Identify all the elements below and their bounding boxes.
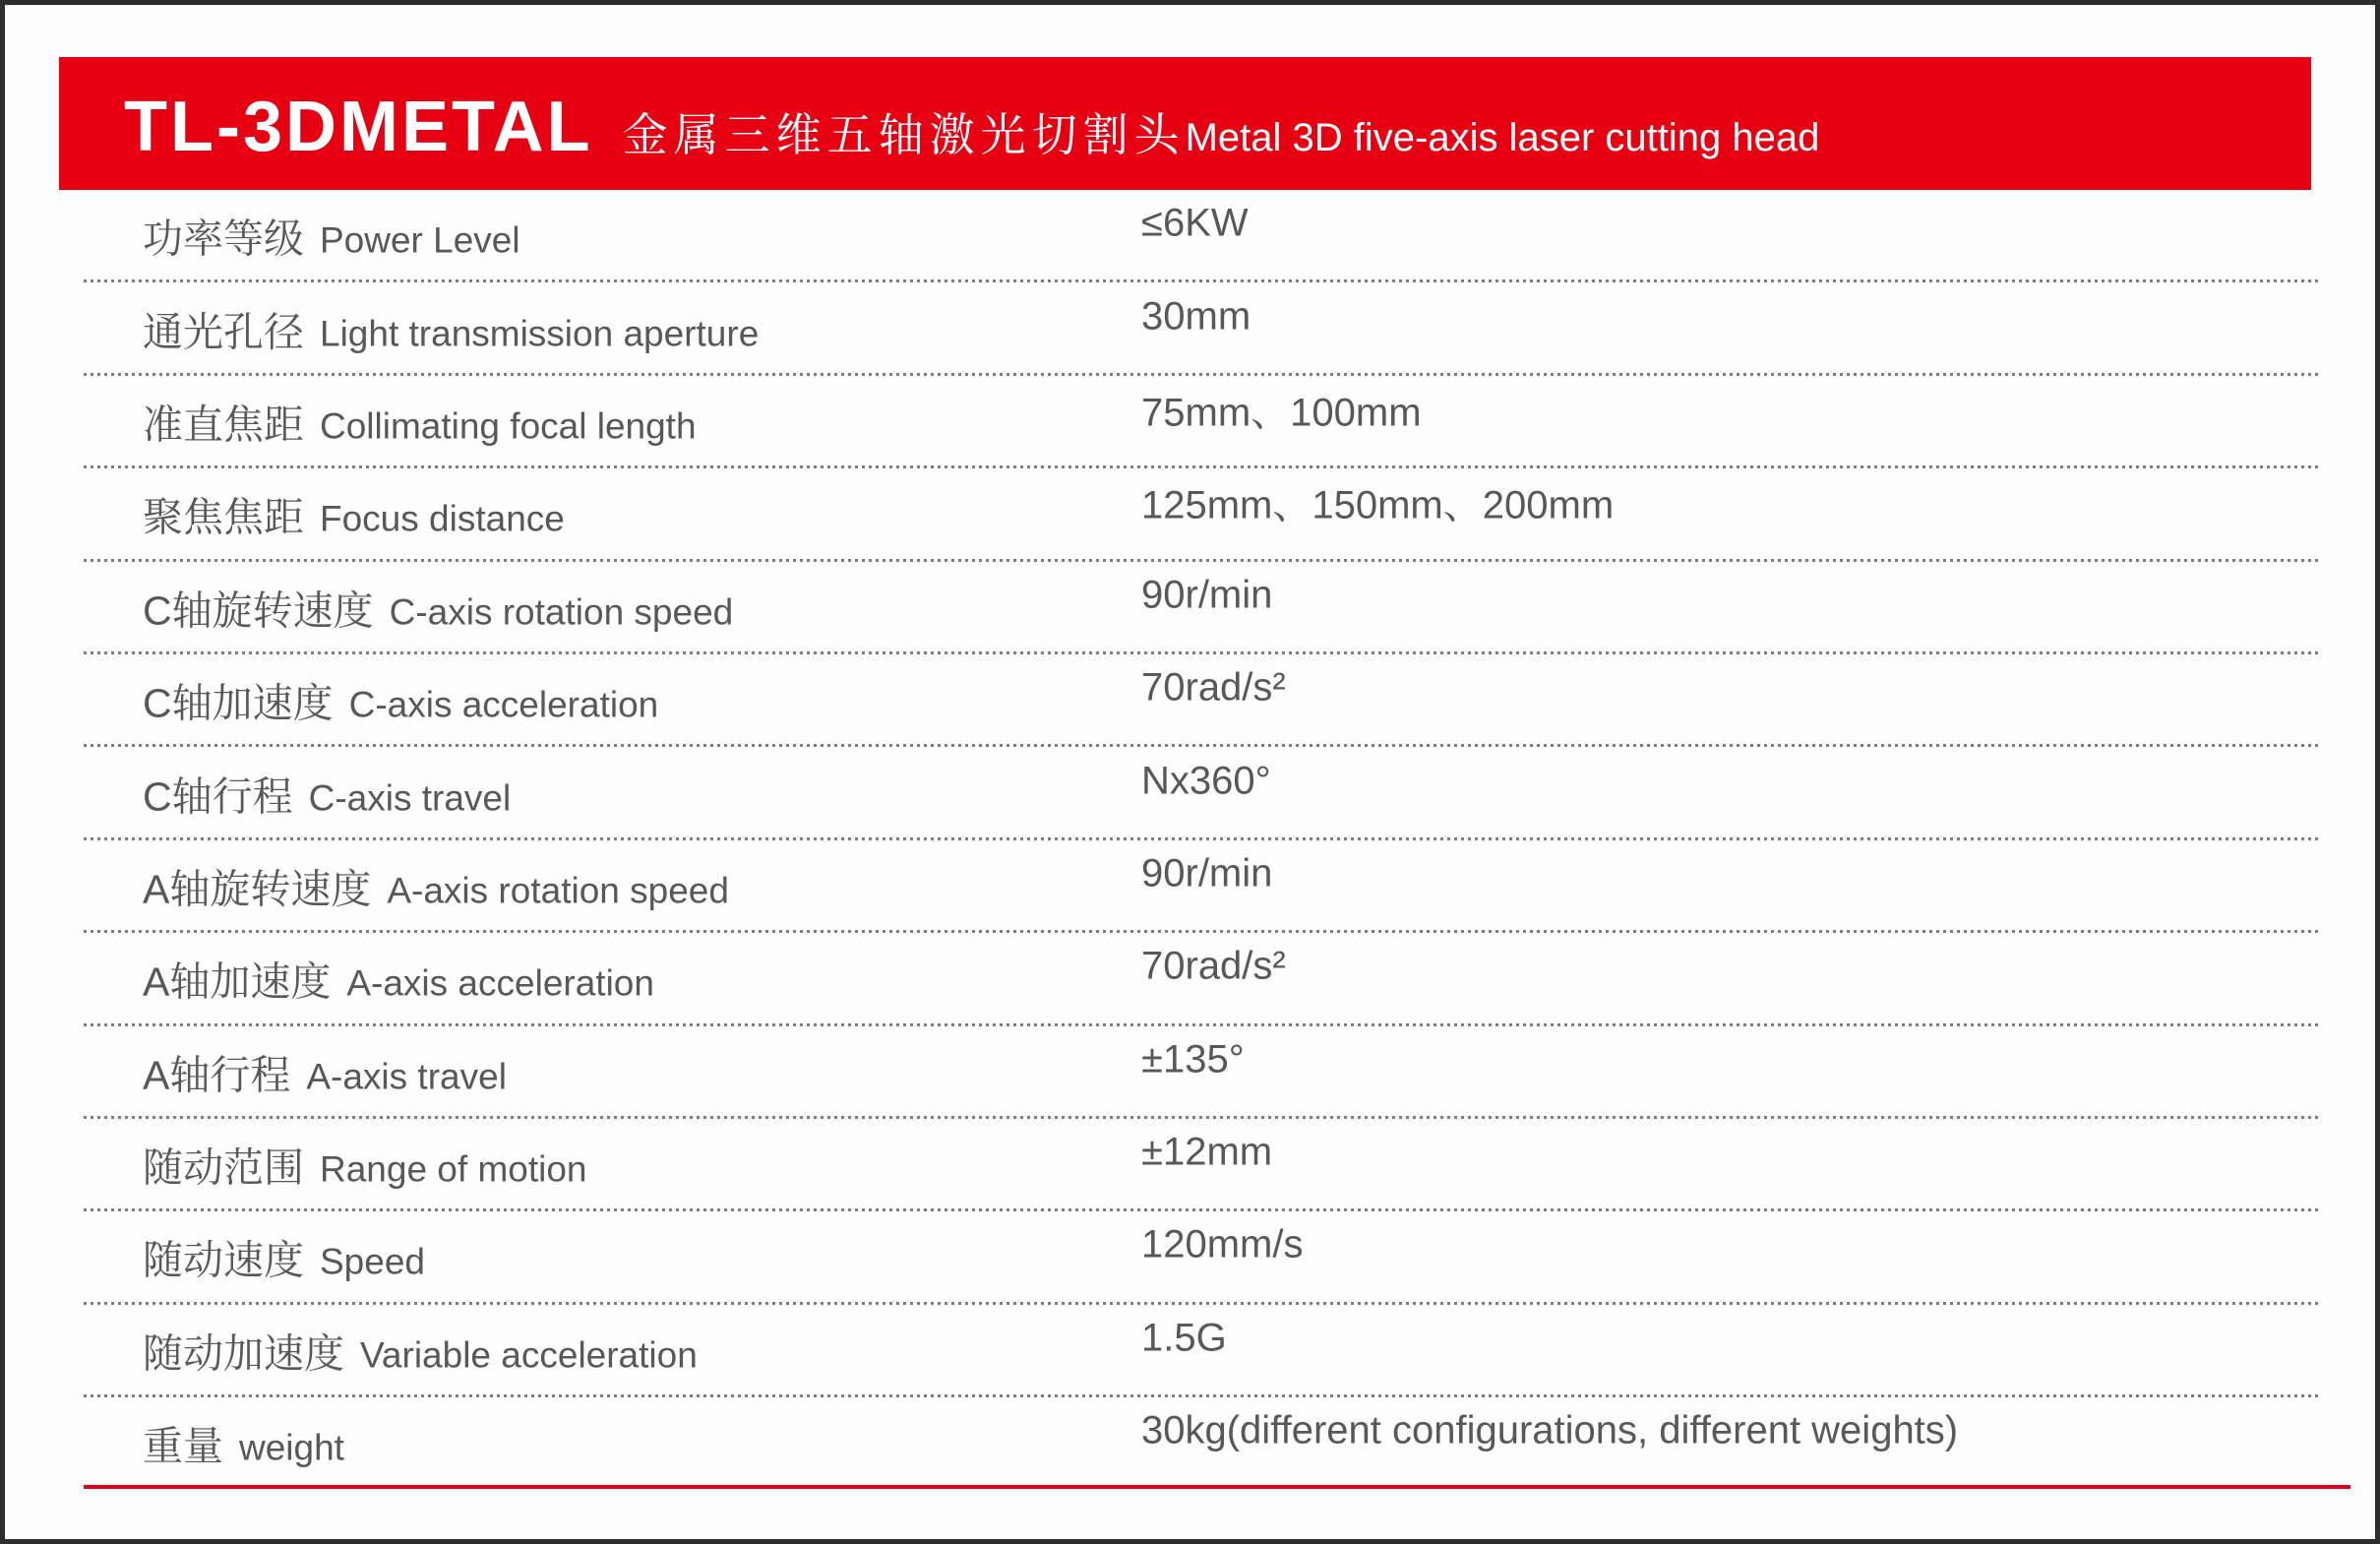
spec-label-en: Power Level — [320, 219, 520, 261]
spec-label-zh: A轴行程 — [143, 1052, 291, 1098]
spec-label — [143, 856, 729, 914]
spec-row — [84, 653, 2319, 746]
spec-row — [84, 932, 2319, 1024]
spec-value: 90r/min — [1141, 573, 1273, 617]
spec-value: 125mm、150mm、200mm — [1141, 483, 1615, 527]
spec-label-zh: 随动加速度 — [143, 1330, 344, 1377]
spec-label-en: Variable acceleration — [360, 1334, 698, 1376]
spec-value: 30mm — [1141, 294, 1251, 339]
spec-label-en: Collimating focal length — [320, 405, 697, 447]
spec-label-en: A-axis travel — [306, 1056, 507, 1097]
spec-label-zh: A轴旋转速度 — [143, 866, 372, 912]
spec-value: 120mm/s — [1141, 1222, 1304, 1266]
spec-row — [84, 1396, 2319, 1489]
bottom-accent-line — [84, 1485, 2350, 1489]
spec-label-en: A-axis rotation speed — [387, 870, 729, 911]
spec-row — [84, 375, 2319, 467]
product-title-zh: 金属三维五轴激光切割头 — [622, 109, 1186, 160]
spec-label — [143, 1321, 698, 1379]
spec-value: ±135° — [1141, 1037, 1245, 1081]
spec-label — [143, 207, 520, 265]
spec-value: Nx360° — [1141, 759, 1271, 803]
spec-row — [84, 1304, 2319, 1396]
spec-label-zh: 重量 — [143, 1423, 223, 1469]
spec-label-zh: A轴加速度 — [143, 958, 332, 1005]
spec-value: 90r/min — [1141, 851, 1273, 896]
spec-value: 75mm、100mm — [1141, 391, 1422, 435]
spec-label-en: weight — [239, 1427, 344, 1468]
spec-label-en: Speed — [320, 1241, 425, 1282]
spec-label — [143, 950, 654, 1008]
spec-label — [143, 1042, 507, 1100]
spec-value: 70rad/s² — [1141, 944, 1286, 988]
product-title-en: Metal 3D five-axis laser cutting head — [1185, 116, 1820, 159]
spec-label-en: Light transmission aperture — [320, 313, 760, 354]
spec-row — [84, 1025, 2319, 1118]
spec-label — [143, 671, 658, 729]
spec-label — [143, 578, 733, 636]
spec-label — [143, 1136, 587, 1194]
spec-row — [84, 281, 2319, 374]
spec-label-en: Focus distance — [320, 498, 565, 539]
spec-row — [84, 1118, 2319, 1210]
spec-label-en: C-axis rotation speed — [389, 591, 734, 633]
spec-label-zh: C轴旋转速度 — [143, 587, 374, 634]
spec-row — [84, 1210, 2319, 1303]
spec-label — [143, 764, 511, 822]
spec-label-zh: C轴加速度 — [143, 680, 334, 726]
spec-row — [84, 467, 2319, 560]
spec-label — [143, 1414, 344, 1472]
spec-label-en: A-axis acceleration — [346, 962, 654, 1004]
spec-table — [84, 189, 2319, 1489]
spec-label — [143, 299, 759, 357]
spec-label-en: Range of motion — [320, 1148, 587, 1190]
spec-value: ±12mm — [1141, 1130, 1273, 1174]
spec-label-en: C-axis travel — [308, 777, 512, 819]
spec-label-zh: C轴行程 — [143, 773, 293, 820]
spec-label-zh: 通光孔径 — [143, 309, 304, 355]
spec-value: 70rad/s² — [1141, 665, 1286, 710]
spec-label-zh: 随动范围 — [143, 1144, 304, 1191]
spec-label — [143, 392, 697, 450]
spec-value: ≤6KW — [1141, 201, 1249, 245]
spec-label-zh: 功率等级 — [143, 216, 304, 262]
spec-label — [143, 485, 565, 543]
spec-value: 30kg(different configurations, different weights) — [1141, 1408, 1959, 1452]
spec-row — [84, 189, 2319, 281]
product-model: TL-3DMETAL — [124, 88, 593, 166]
spec-row — [84, 561, 2319, 653]
spec-label-zh: 准直焦距 — [143, 401, 304, 448]
spec-row — [84, 839, 2319, 932]
spec-label-zh: 随动速度 — [143, 1237, 304, 1283]
spec-label — [143, 1228, 425, 1286]
spec-value: 1.5G — [1141, 1316, 1227, 1360]
spec-label-en: C-axis acceleration — [348, 684, 659, 725]
spec-label-zh: 聚焦焦距 — [143, 494, 304, 540]
spec-row — [84, 746, 2319, 838]
product-banner — [59, 57, 2311, 190]
